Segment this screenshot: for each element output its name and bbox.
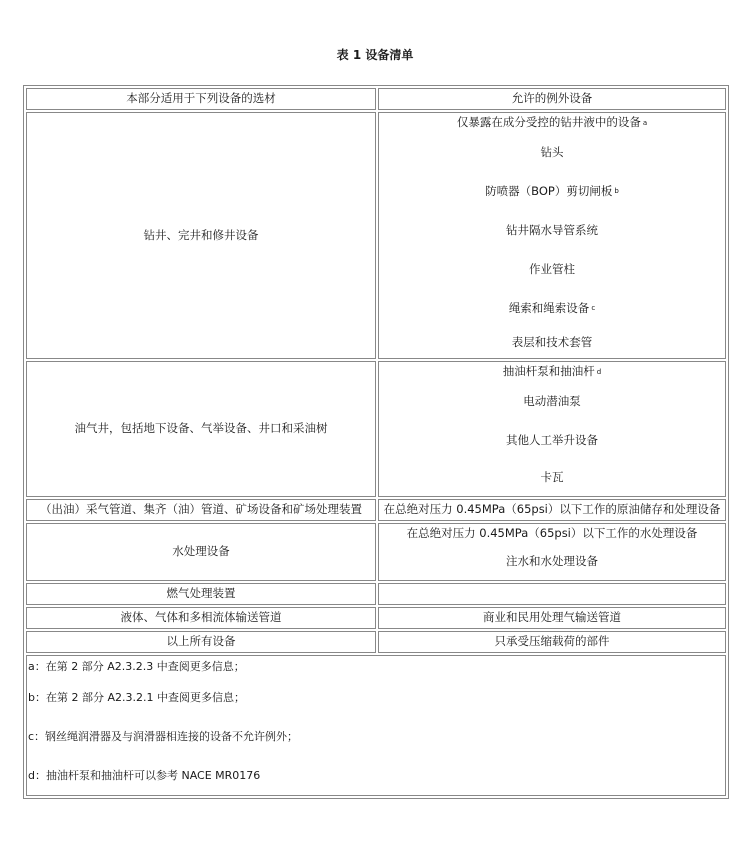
exception-item: 电动潜油泵 — [523, 393, 581, 408]
exception-item: 作业管柱 — [529, 261, 575, 276]
footnote-marker: b — [614, 187, 619, 196]
exceptions-cell — [378, 361, 726, 497]
table-row — [26, 583, 726, 605]
equipment-cell: 油气井，包括地下设备、气举设备、井口和采油树 — [26, 361, 376, 497]
exception-item: 钻头 — [540, 144, 564, 159]
exception-item: 抽油杆泵和抽油杆 d — [502, 364, 602, 379]
exception-item — [378, 583, 726, 605]
exception-item: 钻井隔水导管系统 — [506, 222, 598, 237]
exception-item: 卡瓦 — [540, 470, 564, 485]
equipment-cell: 水处理设备 — [26, 523, 376, 581]
equipment-cell: 以上所有设备 — [26, 631, 376, 653]
exception-item: 在总绝对压力 0.45MPa（65psi）以下工作的水处理设备 — [406, 526, 698, 541]
table-header-row — [26, 88, 726, 110]
header-right: 允许的例外设备 — [378, 88, 726, 110]
exception-item: 注水和水处理设备 — [506, 554, 598, 569]
exception-item: 绳索和绳索设备 c — [508, 300, 596, 315]
footnote: c：钢丝绳润滑器及与润滑器相连接的设备不允许例外； — [28, 729, 299, 743]
equipment-cell: 燃气处理装置 — [26, 583, 376, 605]
exception-item: 只承受压缩载荷的部件 — [378, 631, 726, 653]
table-row — [26, 361, 726, 497]
table-row — [26, 523, 726, 581]
table-title: 表 1 设备清单 — [336, 48, 414, 62]
notes-cell — [26, 655, 726, 796]
exceptions-cell — [378, 112, 726, 359]
exception-item: 仅暴露在成分受控的钻井液中的设备 a — [456, 115, 648, 130]
equipment-cell: 液体、气体和多相流体输送管道 — [26, 607, 376, 629]
footnote: d：抽油杆泵和抽油杆可以参考 NACE MR0176 — [28, 768, 261, 782]
footnote-marker: a — [642, 118, 648, 127]
table-row — [26, 499, 726, 521]
footnote-marker: c — [591, 304, 596, 313]
header-left: 本部分适用于下列设备的选材 — [26, 88, 376, 110]
table-row — [26, 112, 726, 359]
equipment-cell: 钻井、完井和修井设备 — [26, 112, 376, 359]
exception-item: 防喷器（BOP）剪切闸板 b — [485, 183, 619, 198]
exceptions-cell — [378, 523, 726, 581]
footnote-marker: d — [596, 367, 602, 376]
table-row — [26, 631, 726, 653]
exception-item: 在总绝对压力 0.45MPa（65psi）以下工作的原油储存和处理设备 — [378, 499, 726, 521]
table-row — [26, 607, 726, 629]
exception-item: 其他人工举升设备 — [506, 432, 598, 447]
footnote: b：在第 2 部分 A2.3.2.1 中查阅更多信息； — [28, 690, 245, 704]
notes-row — [26, 655, 726, 796]
equipment-cell: （出油）采气管道、集齐（油）管道、矿场设备和矿场处理装置 — [26, 499, 376, 521]
footnote: a：在第 2 部分 A2.3.2.3 中查阅更多信息； — [28, 660, 245, 674]
exception-item: 表层和技术套管 — [511, 335, 593, 350]
equipment-table — [23, 85, 729, 799]
exception-item: 商业和民用处理气输送管道 — [378, 607, 726, 629]
